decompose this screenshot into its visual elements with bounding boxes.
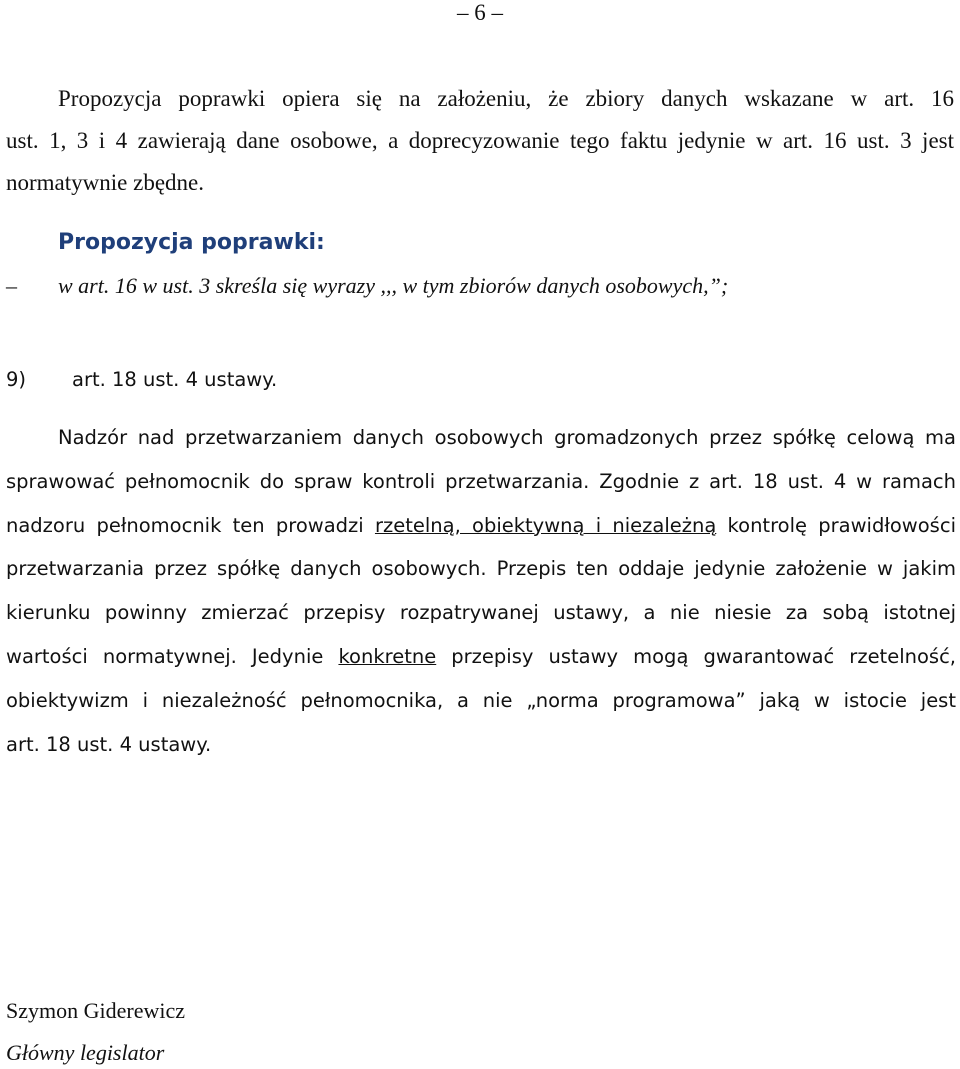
underlined-word-concrete: konkretne bbox=[338, 644, 437, 668]
paragraph-analysis-line-4: przetwarzania przez spółkę danych osobowych. Przepis ten oddaje jedynie założenie w jakim bbox=[6, 557, 956, 581]
paragraph-analysis-line-2: sprawować pełnomocnik do spraw kontroli przetwarzania. Zgodnie z art. 18 ust. 4 w ramach bbox=[6, 469, 956, 493]
paragraph-analysis-line-8: art. 18 ust. 4 ustawy. bbox=[6, 732, 212, 756]
paragraph-analysis-line-3 bbox=[6, 504, 956, 548]
paragraph-intro-line-2: ust. 1, 3 i 4 zawierają dane osobowe, a doprecyzowanie tego faktu jedynie w art. 16 ust. 3 jest bbox=[6, 128, 954, 153]
line-3-end: kontrolę prawidłowości bbox=[716, 513, 956, 537]
paragraph-intro bbox=[6, 78, 954, 204]
paragraph-intro-line-1: Propozycja poprawki opiera się na założeniu, że zbiory danych wskazane w art. 16 bbox=[58, 86, 954, 111]
proposal-heading: Propozycja poprawki: bbox=[58, 230, 325, 255]
amendment-dash: – bbox=[6, 273, 17, 298]
line-3-start: nadzoru pełnomocnik ten prowadzi bbox=[6, 513, 375, 537]
paragraph-analysis-line-5: kierunku powinny zmierzać przepisy rozpatrywanej ustawy, a nie niesie za sobą istotnej bbox=[6, 601, 956, 625]
signature-title: Główny legislator bbox=[6, 1040, 165, 1065]
amendment-text: w art. 16 w ust. 3 skreśla się wyrazy ,,, w tym zbiorów danych osobowych,”; bbox=[58, 273, 729, 298]
signature-name: Szymon Giderewicz bbox=[6, 998, 185, 1023]
underlined-phrase-qualities: rzetelną, obiektywną i niezależną bbox=[374, 513, 717, 537]
line-6-start: wartości normatywnej. Jedynie bbox=[6, 644, 339, 668]
paragraph-intro-line-3: normatywnie zbędne. bbox=[6, 170, 204, 195]
paragraph-analysis bbox=[6, 416, 956, 766]
item-9-text: art. 18 ust. 4 ustawy. bbox=[72, 368, 278, 391]
item-9-number: 9) bbox=[6, 368, 27, 391]
line-6-end: przepisy ustawy mogą gwarantować rzetelność, bbox=[436, 644, 956, 668]
paragraph-analysis-line-1: Nadzór nad przetwarzaniem danych osobowych gromadzonych przez spółkę celową ma bbox=[58, 426, 956, 449]
paragraph-analysis-line-7: obiektywizm i niezależność pełnomocnika, a nie „norma programowa” jaką w istocie jest bbox=[6, 688, 956, 712]
paragraph-analysis-line-6 bbox=[6, 635, 956, 679]
page-number: – 6 – bbox=[457, 0, 503, 25]
